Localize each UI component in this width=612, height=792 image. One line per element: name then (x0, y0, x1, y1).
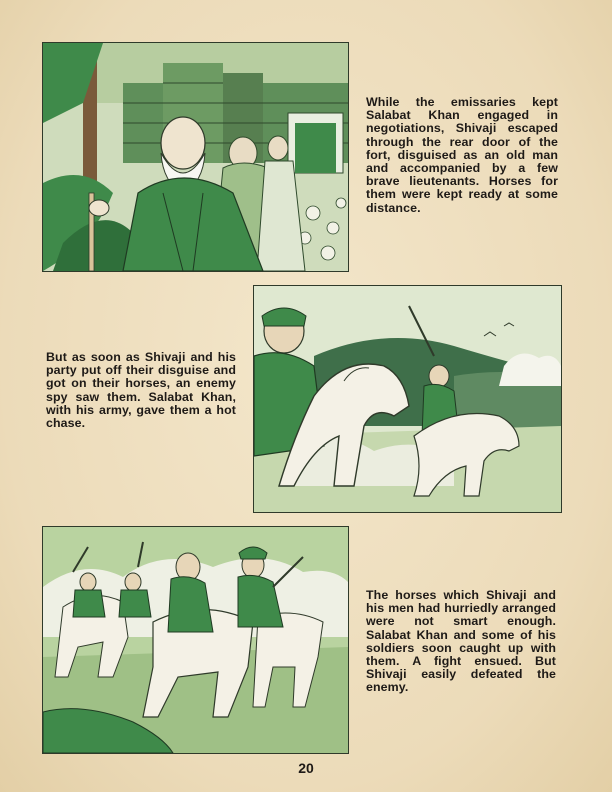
panel-3-caption: The horses which Shivaji and his men had hurriedly arranged were not smart enough. Salabat Khan and some of his soldiers soon caught up with them. A fight ensued. But Shivaji easily defeated the enemy. (366, 588, 556, 695)
illustration-fort-escape (43, 43, 348, 271)
page-number: 20 (298, 760, 314, 776)
panel-1-illustration (42, 42, 349, 272)
illustration-horse-chase (254, 286, 561, 512)
panel-2-caption: But as soon as Shivaji and his party put off their disguise and got on their horses, an enemy spy saw them. Salabat Khan, with his army, gave them a hot chase. (46, 350, 236, 431)
panel-2-illustration (253, 285, 562, 513)
panel-1-caption: While the emissaries kept Salabat Khan engaged in negotiations, Shivaji escaped through the rear door of the fort, disguised as an old man and accompanied by a few brave lieutenants. Horses for them were kept ready at some distance. (366, 95, 558, 215)
illustration-fight (43, 527, 348, 753)
panel-3-illustration (42, 526, 349, 754)
